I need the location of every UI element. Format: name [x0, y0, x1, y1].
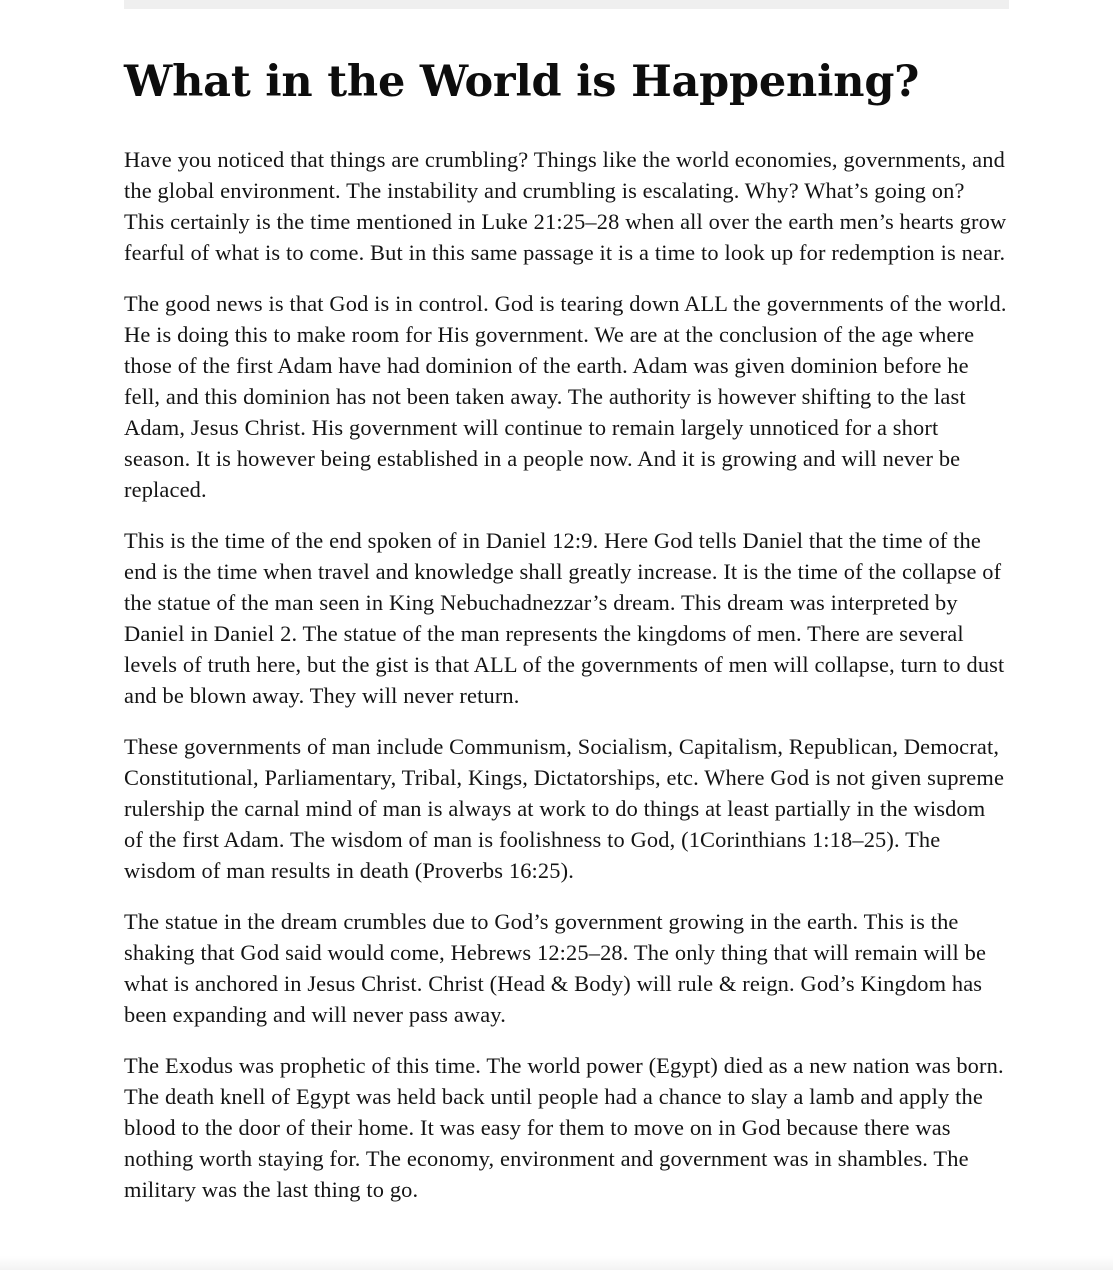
bottom-scroll-fade — [0, 1256, 1113, 1270]
paragraph-5: The statue in the dream crumbles due to God’s government growing in the earth. This is the shaking that God said would come, Hebrews 12:25–28. The only thing that will remain will be what is anchored in Jesus Christ. Christ (Head & Body) will rule & reign. God’s Kingdom has been expanding and will never pass away. — [124, 909, 987, 1027]
paragraph-4: These governments of man include Communism, Socialism, Capitalism, Republican, Democrat, Constitutional, Parliamentary, Tribal, Kings, Dictatorships, etc. Where God is not given supreme rulership the carnal mind of man is always at work to do things at least partially in the wisdom of the first Adam. The wisdom of man is foolishness to God, (1Corinthians 1:18–25). The wisdom of man results in death (Proverbs 16:25). — [124, 734, 1005, 883]
article-title: What in the World is Happening? — [124, 57, 920, 107]
article-body — [124, 52, 1009, 1225]
paragraph-1: Have you noticed that things are crumbling? Things like the world economies, governments, and the global environment. The instability and crumbling is escalating. Why? What’s going on? This certainly is the time mentioned in Luke 21:25–28 when all over the earth men’s hearts grow fearful of what is to come. But in this same passage it is a time to look up for redemption is near. — [124, 147, 1007, 265]
paragraph-3: This is the time of the end spoken of in Daniel 12:9. Here God tells Daniel that the time of the end is the time when travel and knowledge shall greatly increase. It is the time of the collapse of the statue of the man seen in King Nebuchadnezzar’s dream. This dream was interpreted by Daniel in Daniel 2. The statue of the man represents the kingdoms of men. There are several levels of truth here, but the gist is that ALL of the governments of men will collapse, turn to dust and be blown away. They will never return. — [124, 528, 1005, 708]
paragraph-6: The Exodus was prophetic of this time. The world power (Egypt) died as a new nation was born. The death knell of Egypt was held back until people had a chance to slay a lamb and apply the blood to the door of their home. It was easy for them to move on in God because there was nothing worth staying for. The economy, environment and government was in shambles. The military was the last thing to go. — [124, 1053, 1004, 1202]
paragraph-2: The good news is that God is in control. God is tearing down ALL the governments of the world. He is doing this to make room for His government. We are at the conclusion of the age where those of the first Adam have had dominion of the earth. Adam was given dominion before he fell, and this dominion has not been taken away. The authority is however shifting to the last Adam, Jesus Christ. His government will continue to remain largely unnoticed for a short season. It is however being established in a people now. And it is growing and will never be replaced. — [124, 291, 1007, 502]
top-banner-strip — [124, 0, 1009, 9]
